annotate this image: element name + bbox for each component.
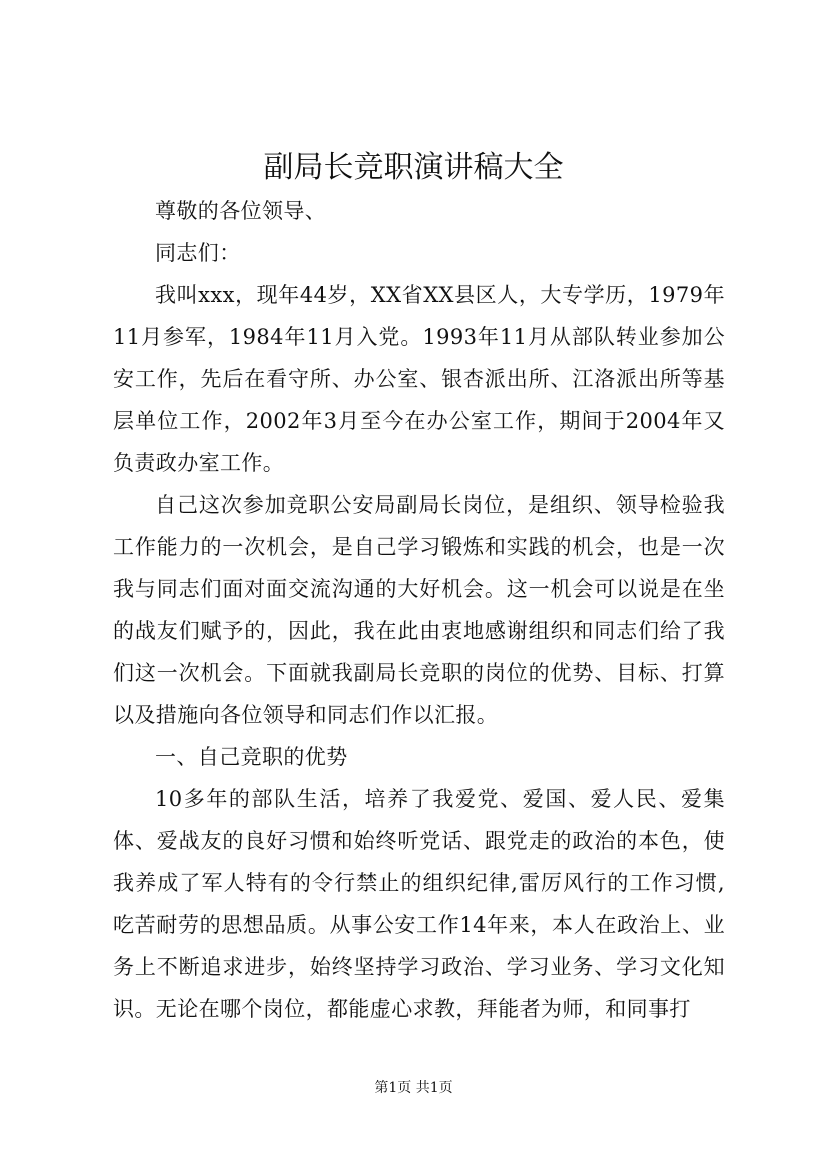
document-body [113, 190, 725, 1030]
paragraph-self-introduction: 我叫xxx，现年44岁，XX省XX县区人，大专学历，1979年11月参军，1984年11月入党。1993年11月从部队转业参加公安工作，先后在看守所、办公室、银杏派出所、江洛派出所等基层单位工作，2002年3月至今在办公室工作，期间于2004年又负责政办室工作。 [113, 283, 725, 475]
paragraph-military-background: 10多年的部队生活，培养了我爱党、爱国、爱人民、爱集体、爱战友的良好习惯和始终听党话、跟党走的政治的本色，使我养成了军人特有的令行禁止的组织纪律,雷厉风行的工作习惯,吃苦耐劳的思想品质。从事公安工作14年来，本人在政治上、业务上不断追求进步，始终坚持学习政治、学习业务、学习文化知识。无论在哪个岗位，都能虚心求教，拜能者为师，和同事打 [113, 787, 725, 1021]
salutation-line-1: 尊敬的各位领导、 [155, 199, 327, 223]
paragraph-opportunity: 自己这次参加竞职公安局副局长岗位，是组织、领导检验我工作能力的一次机会，是自己学习锻炼和实践的机会，也是一次我与同志们面对面交流沟通的大好机会。这一机会可以说是在坐的战友们赋予的，因此，我在此由衷地感谢组织和同志们给了我们这一次机会。下面就我副局长竞职的岗位的优势、目标、打算以及措施向各位领导和同志们作以汇报。 [113, 493, 725, 727]
page-number-footer: 第1页 共1页 [374, 1080, 453, 1096]
document-title: 副局长竞职演讲稿大全 [263, 150, 564, 185]
section-heading-advantages: 一、自己竞职的优势 [155, 745, 348, 769]
salutation-line-2: 同志们： [155, 241, 241, 265]
